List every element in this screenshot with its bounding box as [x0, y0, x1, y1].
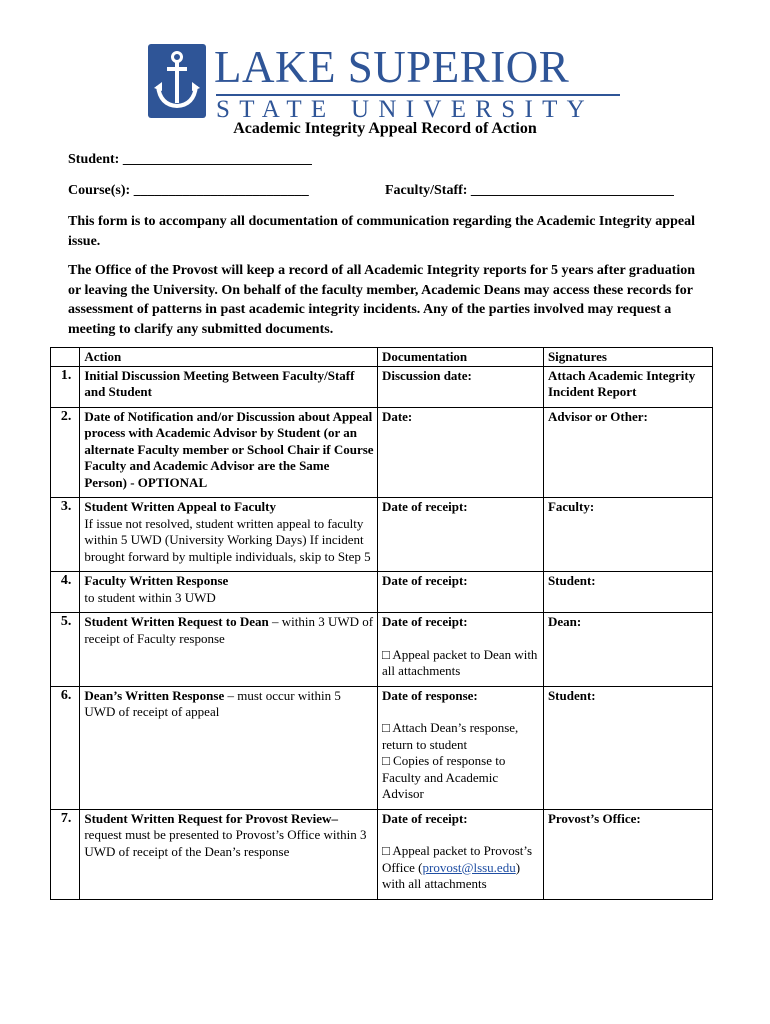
header-signatures: Signatures	[543, 348, 712, 367]
table-header-row	[51, 348, 713, 367]
row-action	[80, 686, 378, 809]
row-number: 4.	[51, 572, 80, 613]
student-field[interactable]: Student: ___________________________	[68, 152, 312, 167]
row-documentation[interactable]	[377, 686, 543, 809]
action-detail: If issue not resolved, student written appeal to faculty within 5 UWD (University Working Days) If incident brought forward by multiple individuals, skip to Step 5	[84, 515, 371, 564]
row-action	[80, 366, 378, 407]
action-title: Student Written Request to Dean	[84, 614, 269, 629]
action-title: Dean’s Written Response	[84, 687, 225, 703]
row-action	[80, 498, 378, 572]
table-row	[51, 498, 713, 572]
row-documentation[interactable]	[377, 613, 543, 687]
table-row	[51, 407, 713, 498]
action-title: Faculty Written Response	[84, 573, 229, 588]
table-header-num	[51, 348, 80, 367]
row-number: 7.	[51, 809, 80, 899]
table-row	[51, 613, 713, 687]
row-signature[interactable]: Provost’s Office:	[543, 809, 712, 899]
action-detail: request must be presented to Provost’s Office within 3 UWD of receipt of the Dean’s response	[84, 827, 367, 859]
table-row	[51, 809, 713, 899]
record-of-action-table	[50, 347, 713, 900]
action-title: Student Written Appeal to Faculty	[84, 499, 276, 514]
logo-line1: LAKE SUPERIOR	[214, 42, 570, 92]
row-documentation[interactable]: Date of receipt:	[377, 498, 543, 572]
checkbox-text: □ Appeal packet to Dean with all attachments	[381, 646, 538, 678]
anchor-icon	[148, 44, 206, 118]
doc-note[interactable]: □ Attach Dean’s response, return to student	[381, 720, 519, 752]
row-action	[80, 809, 378, 899]
action-title: Date of Notification and/or Discussion about Appeal process with Academic Advisor by Student (or an alternate Faculty member or School Chair if Course Faculty and Academic Advisor are the Same Person) - OPTIONAL	[84, 408, 374, 490]
row-signature[interactable]: Attach Academic Integrity Incident Report	[543, 366, 712, 407]
provost-email-link[interactable]: provost@lssu.edu	[422, 859, 516, 875]
action-detail: to student within 3 UWD	[84, 589, 216, 605]
table-row	[51, 686, 713, 809]
doc-label: Date of response:	[381, 687, 478, 703]
header-documentation: Documentation	[377, 348, 543, 367]
header-action: Action	[80, 348, 378, 367]
row-documentation[interactable]: Date:	[377, 407, 543, 498]
faculty-staff-field[interactable]: Faculty/Staff: _____________________________	[385, 183, 674, 198]
courses-field[interactable]: Course(s): _________________________	[68, 183, 309, 198]
logo-line2: STATE UNIVERSITY	[216, 96, 595, 123]
doc-note-text: ) with all attachments	[381, 859, 521, 891]
row-number: 6.	[51, 686, 80, 809]
doc-label: Date of receipt:	[381, 614, 468, 629]
intro-paragraph: This form is to accompany all documentation of communication regarding the Academic Integrity appeal issue.	[68, 214, 695, 249]
doc-label: Date of receipt:	[381, 810, 468, 826]
row-signature[interactable]: Student:	[543, 572, 712, 613]
row-number: 5.	[51, 613, 80, 687]
doc-note[interactable]	[382, 647, 541, 680]
action-detail: – within 3 UWD of receipt of Faculty response	[84, 614, 374, 646]
action-title: Student Written Request for Provost Review–	[84, 810, 338, 826]
doc-note[interactable]: □ Copies of response to Faculty and Academic Advisor	[381, 753, 506, 801]
row-action	[80, 572, 378, 613]
row-documentation[interactable]: Date of receipt:	[377, 572, 543, 613]
row-number: 1.	[51, 366, 80, 407]
row-number: 3.	[51, 498, 80, 572]
university-logo	[148, 44, 628, 124]
table-row	[51, 572, 713, 613]
row-action	[80, 407, 378, 498]
row-signature[interactable]: Student:	[543, 686, 712, 809]
form-title: Academic Integrity Appeal Record of Action	[233, 120, 537, 137]
row-number: 2.	[51, 407, 80, 498]
doc-note-text: □ Appeal packet to Provost’s Office (	[381, 843, 533, 875]
doc-note[interactable]	[382, 843, 541, 893]
table-row	[51, 366, 713, 407]
row-documentation[interactable]	[377, 809, 543, 899]
provost-paragraph: The Office of the Provost will keep a record of all Academic Integrity reports for 5 years after graduation or leaving the University. On behalf of the faculty member, Academic Deans may access these records for assessment of patterns in past academic integrity incidents. Any of the parties involved may request a meeting to clarify any submitted documents.	[68, 263, 696, 337]
action-detail: – must occur within 5 UWD of receipt of appeal	[84, 687, 341, 719]
row-documentation[interactable]: Discussion date:	[377, 366, 543, 407]
action-title: Initial Discussion Meeting Between Faculty/Staff and Student	[84, 367, 355, 399]
row-signature[interactable]: Dean:	[543, 613, 712, 687]
row-signature[interactable]: Faculty:	[543, 498, 712, 572]
row-signature[interactable]: Advisor or Other:	[543, 407, 712, 498]
row-action	[80, 613, 378, 687]
